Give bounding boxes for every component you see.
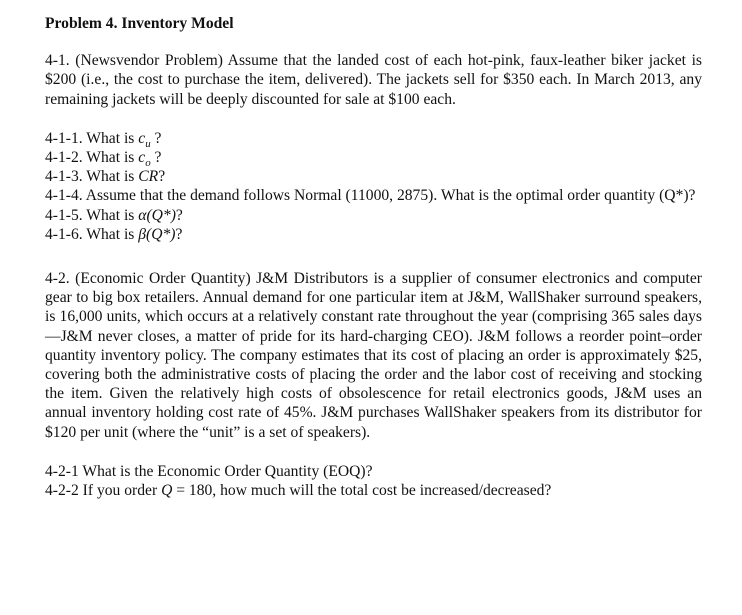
beta-symbol: β(Q*) — [138, 225, 176, 243]
question-4-1-4: 4-1-4. Assume that the demand follows Normal (11000, 2875). What is the optimal order quantity (Q*)? — [45, 187, 696, 205]
question-4-1-1-prefix: 4-1-1. What is — [45, 129, 139, 147]
eoq-questions — [45, 462, 702, 500]
question-4-1-2-prefix: 4-1-2. What is — [45, 149, 139, 167]
document-page — [45, 14, 702, 525]
question-4-2-2-suffix: = 180, how much will the total cost be increased/decreased? — [172, 482, 552, 500]
question-4-2-2 — [45, 481, 702, 500]
question-4-2-2-prefix: 4-2-2 If you order — [45, 482, 162, 500]
question-4-1-1-suffix: ? — [150, 129, 162, 147]
question-4-1-5-suffix: ? — [175, 206, 183, 224]
cu-subscript: u — [145, 137, 151, 150]
question-4-1-3-suffix: ? — [158, 168, 166, 186]
cu-symbol — [138, 129, 151, 150]
question-4-1-3 — [45, 167, 702, 186]
problem-title: Problem 4. Inventory Model — [45, 15, 234, 32]
question-4-1-1 — [45, 129, 702, 148]
eoq-intro: 4-2. (Economic Order Quantity) J&M Distributors is a supplier of consumer electronics and computer gear to big box retailers. Annual demand for one particular item at J&M, WallShaker surround speakers, is 16,000 units, which occurs at a relatively constant rate throughout the year (comprising 365 sales days—J&M never closes, a matter of pride for its hard-charging CEO). J&M follows a reorder point–order quantity inventory policy. The company estimates that its cost of placing an order is approximately $25, covering both the administrative costs of placing the order and the labor cost of receiving and stocking the item. Given the relatively high costs of obsolescence for retail electronics goods, J&M uses an annual inventory holding cost rate of 45%. J&M purchases WallShaker speakers from its distributor for $120 per unit (where the “unit” is a set of speakers). — [45, 270, 702, 441]
q-symbol: Q — [161, 482, 173, 500]
question-4-1-6-suffix: ? — [175, 225, 183, 243]
cr-symbol: CR — [138, 168, 159, 186]
newsvendor-intro: 4-1. (Newsvendor Problem) Assume that the landed cost of each hot-pink, faux-leather biker jacket is $200 (i.e., the cost to purchase the item, delivered). The jackets sell for $350 each. In March 2013, any remaining jackets will be deeply discounted for sale at $100 each. — [45, 52, 702, 108]
question-4-2-1: 4-2-1 What is the Economic Order Quantity (EOQ)? — [45, 462, 373, 480]
question-4-1-6-prefix: 4-1-6. What is — [45, 225, 139, 243]
question-4-1-6 — [45, 225, 702, 244]
question-4-1-5-prefix: 4-1-5. What is — [45, 206, 139, 224]
question-4-1-2-suffix: ? — [150, 149, 162, 167]
alpha-symbol: α(Q*) — [138, 206, 176, 224]
question-4-1-2 — [45, 148, 702, 170]
co-subscript: o — [145, 157, 151, 170]
co-base: c — [138, 149, 146, 167]
newsvendor-questions — [45, 129, 702, 244]
co-symbol — [138, 149, 151, 170]
question-4-1-3-prefix: 4-1-3. What is — [45, 168, 139, 186]
question-4-1-5 — [45, 206, 702, 225]
cu-base: c — [138, 129, 146, 147]
